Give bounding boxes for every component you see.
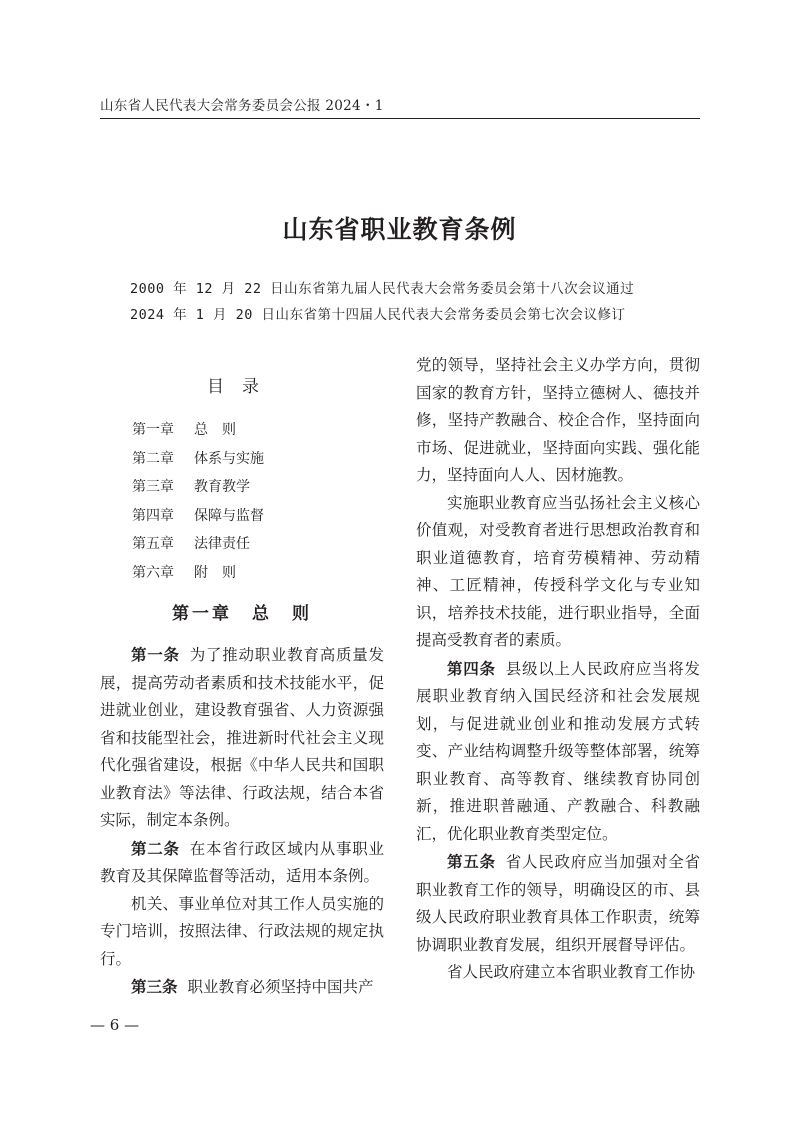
toc-chapter-name: 法律责任 [194, 536, 250, 552]
passage-record-2: 2024 年 1 月 20 日山东省第十四届人民代表大会常务委员会第七次会议修订 [130, 307, 626, 323]
article-3 [100, 973, 384, 1002]
article-label: 第三条 [131, 977, 178, 996]
toc-chapter-number: 第二章 [132, 450, 174, 467]
toc-chapter-name: 保障与监督 [194, 507, 264, 524]
article-5 [416, 848, 700, 959]
toc-chapter-number: 第六章 [132, 564, 174, 581]
passage-record-1: 2000 年 12 月 22 日山东省第九届人民代表大会常务委员会第十八次会议通过 [130, 281, 635, 297]
toc-item-2[interactable] [100, 445, 384, 474]
article-3-paragraph-2: 实施职业教育应当弘扬社会主义核心价值观，对受教育者进行思想政治教育和职业道德教育，培育劳模精神、劳动精神、工匠精神，传授科学文化与专业知识，培养技术技能，进行职业指导，全面提高受教育者的素质。 [416, 493, 700, 649]
article-1 [100, 641, 384, 835]
document-title: 山东省职业教育条例 [282, 215, 517, 244]
journal-header: 山东省人民代表大会常务委员会公报 2024・1 [100, 98, 384, 114]
article-label: 第二条 [131, 838, 180, 858]
toc-chapter-name: 体系与实施 [194, 450, 264, 467]
article-2-paragraph-2: 机关、事业单位对其工作人员实施的专门培训，按照法律、行政法规的规定执行。 [100, 894, 384, 968]
toc-title: 目录 [207, 377, 277, 397]
toc-item-5[interactable] [100, 530, 384, 559]
page-number: — 6 — [90, 1016, 140, 1034]
chapter-heading: 第一章 总 则 [172, 604, 312, 624]
article-4 [416, 655, 700, 849]
article-text: 省人民政府应当加强对全省职业教育工作的领导，明确设区的市、县级人民政府职业教育具体工作职责，统筹协调职业教育发展，组织开展督导评估。 [416, 853, 700, 954]
right-column [416, 352, 700, 987]
toc-item-3[interactable] [100, 473, 384, 502]
toc-item-4[interactable] [100, 502, 384, 531]
left-column [100, 365, 384, 1002]
toc-item-1[interactable] [100, 416, 384, 445]
header-rule [100, 118, 700, 119]
article-label: 第五条 [447, 852, 496, 871]
article-2 [100, 835, 384, 891]
toc-chapter-name: 附 则 [194, 564, 236, 581]
article-label: 第四条 [447, 658, 496, 678]
toc-chapter-name: 教育教学 [194, 479, 250, 495]
article-label: 第一条 [131, 645, 180, 664]
article-text: 为了推动职业教育高质量发展，提高劳动者素质和技术技能水平，促进就业创业，建设教育强省、人力资源强省和技能型社会，推进新时代社会主义现代化强省建设，根据《中华人民共和国职业教育法》等法律、行政法规，结合本省实际，制定本条例。 [100, 646, 384, 829]
article-3-continued: 党的领导，坚持社会主义办学方向，贯彻国家的教育方针，坚持立德树人、德技并修，坚持产教融合、校企合作，坚持面向市场、促进就业，坚持面向实践、强化能力，坚持面向人人、因材施教。 [416, 356, 700, 484]
toc-chapter-number: 第四章 [132, 507, 174, 524]
toc-chapter-number: 第一章 [132, 422, 174, 438]
toc-chapter-number: 第五章 [132, 536, 174, 552]
toc-item-6[interactable] [100, 559, 384, 588]
article-text: 在本省行政区域内从事职业教育及其保障监督等活动，适用本条例。 [100, 839, 384, 885]
article-text: 县级以上人民政府应当将发展职业教育纳入国民经济和社会发展规划，与促进就业创业和推动发展方式转变、产业结构调整升级等整体部署，统筹职业教育、高等教育、继续教育协同创新，推进职普融通、产教融合、科教融汇，优化职业教育类型定位。 [416, 659, 700, 843]
article-text: 职业教育必须坚持中国共产 [187, 978, 374, 996]
toc-chapter-name: 总 则 [194, 422, 236, 438]
toc-chapter-number: 第三章 [132, 479, 174, 495]
article-5-paragraph-2: 省人民政府建立本省职业教育工作协 [447, 963, 696, 981]
table-of-contents [100, 416, 384, 587]
